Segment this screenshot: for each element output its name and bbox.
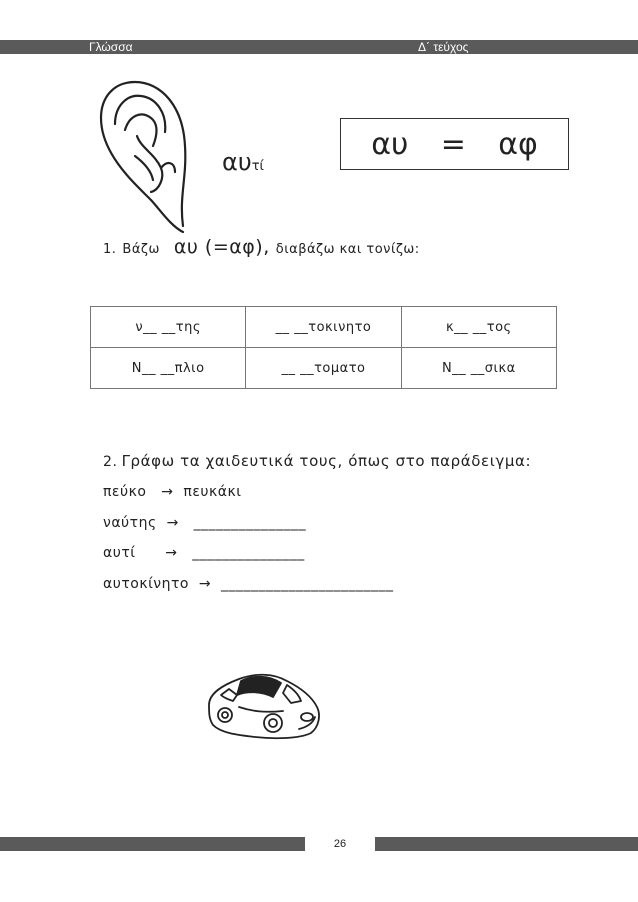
answer-line-nautis: ναύτης → _______________ bbox=[103, 515, 307, 531]
header-volume: Δ΄ τεύχος bbox=[418, 40, 469, 54]
answer-line-autokinito: αυτοκίνητο → _______________________ bbox=[103, 576, 394, 592]
formula-box bbox=[340, 118, 569, 170]
exercise-1-instruction bbox=[103, 236, 420, 258]
exercise-2-instruction bbox=[103, 452, 531, 470]
ear-icon bbox=[95, 76, 195, 236]
table-cell: ν__ __της bbox=[91, 307, 246, 348]
exercise-1-number: 1. bbox=[103, 242, 117, 257]
table-row bbox=[91, 307, 557, 348]
answer-line-auti: αυτί → _______________ bbox=[103, 545, 305, 561]
formula-eq: = bbox=[440, 126, 466, 162]
table-row bbox=[91, 348, 557, 389]
formula-right: αφ bbox=[498, 126, 538, 162]
example-line: πεύκο → πευκάκι bbox=[103, 484, 242, 500]
exercise-1-highlight: αυ (=αφ), bbox=[173, 236, 270, 258]
formula-left: αυ bbox=[371, 126, 409, 162]
word-auti bbox=[222, 148, 264, 176]
table-cell: κ__ __τος bbox=[401, 307, 556, 348]
exercise-2-title: Γράφω τα χαιδευτικά τους, όπως στο παράδειγμα: bbox=[121, 452, 532, 470]
table-cell: __ __τοκινητο bbox=[246, 307, 401, 348]
car-icon bbox=[203, 667, 323, 741]
exercise-2-number: 2. bbox=[103, 454, 118, 470]
exercise-1-lead: Βάζω bbox=[122, 242, 160, 257]
exercise-1-table bbox=[90, 306, 557, 389]
table-cell: Ν__ __πλιο bbox=[91, 348, 246, 389]
word-suffix: τί bbox=[251, 159, 264, 174]
table-cell: Ν__ __σικα bbox=[401, 348, 556, 389]
table-cell: __ __τοματο bbox=[246, 348, 401, 389]
page-number: 26 bbox=[305, 837, 375, 851]
exercise-1-rest: διαβάζω και τονίζω: bbox=[275, 242, 420, 257]
word-main: αυ bbox=[222, 148, 252, 176]
header-subject: Γλώσσα bbox=[89, 40, 133, 54]
